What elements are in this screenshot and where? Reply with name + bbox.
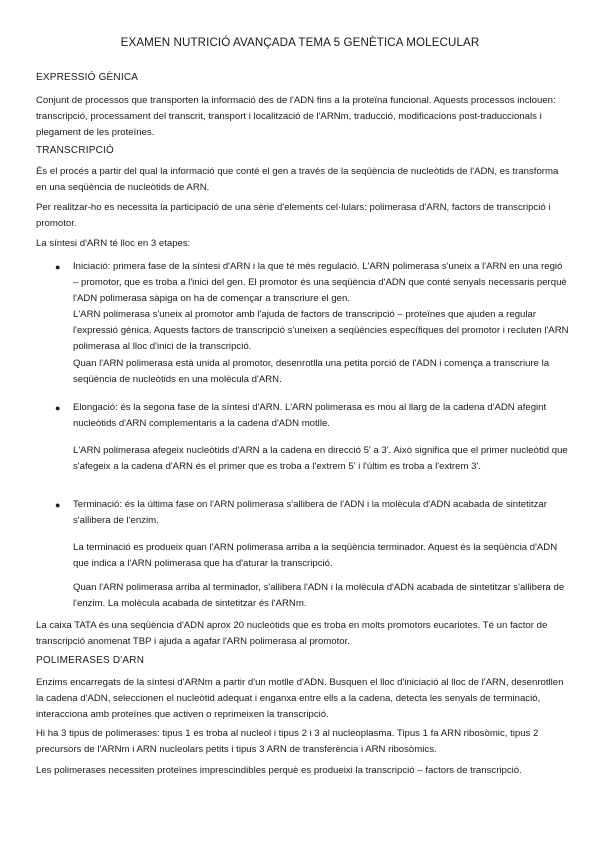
bullet-terminacio: ● xyxy=(55,500,61,510)
list-item-iniciacio-detail-2: Quan l'ARN polimerasa està unida al promotor, desenrotlla una petita porció de l'ADN i comença a transcriure la seqüència de nucleòtids en una molècula d'ARN. xyxy=(73,358,550,385)
paragraph-expressio-definition: Conjunt de processos que transporten la informació des de l'ADN fins a la proteïna funcional. Aquests processos inclouen: transcripció, processament del transcrit, transport i localització de l'ARNm, traducció, modificacions post-traduccionals i plegament de les proteïnes. xyxy=(36,95,556,138)
list-item-elongacio-detail: L'ARN polimerasa afegeix nucleòtids d'ARN a la cadena en direcció 5' a 3'. Això significa que el primer nucleòtid que s'afegeix a la cadena d'ARN és el primer que es troba a l'extrem 5' i l'últim es troba a l'extrem 3'. xyxy=(73,445,568,472)
list-item-iniciacio: Iniciació: primera fase de la síntesi d'ARN i la que té més regulació. L'ARN polimerasa s'uneix a l'ARN en una regió – promotor, que es troba a l'inici del gen. El promotor és una seqüència d'ADN que conté senyals necessaris perquè l'ADN polimerasa sàpiga on ha de començar a transcriure el gen. xyxy=(73,261,567,304)
section-heading-transcripcio: TRANSCRIPCIÓ xyxy=(36,145,114,156)
list-item-terminacio-detail: La terminació es produeix quan l'ARN polimerasa arriba a la seqüència terminador. Aquest és la seqüència d'ADN que indica a l'ARN polimerasa que ha d'aturar la transcripció. xyxy=(73,542,558,569)
paragraph-polimerases-definition: Enzims encarregats de la síntesi d'ARNm a partir d'un motlle d'ADN. Busquen el lloc d'iniciació al lloc de l'ARN, desenrotllen la cadena d'ADN, seleccionen el nucleòtid adequat i enganxa entre ells a la cadena, detecta les senyals de terminació, interacciona amb proteïnes que activen o reprimeixen la transcripció. xyxy=(36,677,564,720)
bullet-iniciacio: ● xyxy=(55,262,61,272)
list-item-elongacio: Elongació: és la segona fase de la síntesi d'ARN. L'ARN polimerasa es mou al llarg de la cadena d'ADN afegint nucleòtids d'ARN complementaris a la cadena d'ADN motlle. xyxy=(73,402,547,429)
paragraph-transcripcio-definition: És el procés a partir del qual la informació que conté el gen a través de la seqüència de nucleòtids de l'ADN, es transforma en una seqüència de nucleòtids de ARN. xyxy=(36,166,559,193)
paragraph-caixa-tata: La caixa TATA és una seqüència d'ADN aprox 20 nucleòtids que es troba en molts promotors eucariotes. Té un factor de transcripció anomenat TBP i ajuda a agafar l'ARN polimerasa al promotor. xyxy=(36,620,548,647)
list-item-terminacio: Terminació: és la última fase on l'ARN polimerasa s'allibera de l'ADN i la molècula d'ADN acabada de sintetitzar s'allibera de l'enzim. xyxy=(73,499,547,526)
list-item-iniciacio-detail: L'ARN polimerasa s'uneix al promotor amb l'ajuda de factors de transcripció – proteïnes que ajuden a regular l'expressió gènica. Aquests factors de transcripció s'uneixen a seqüències específiques del promotor i recluten l'ARN polimerasa al lloc d'inici de la transcripció. xyxy=(73,309,569,352)
section-heading-polimerases: POLIMERASES D'ARN xyxy=(36,655,145,666)
bullet-elongacio: ● xyxy=(55,403,61,413)
section-heading-expressio: EXPRESSIÓ GÈNICA xyxy=(36,72,139,83)
paragraph-transcripcio-stages: La síntesi d'ARN té lloc en 3 etapes: xyxy=(36,238,191,249)
paragraph-transcripcio-elements: Per realitzar-ho es necessita la participació de una sèrie d'elements cel·lulars: polimerasa d'ARN, factors de transcripció i promotor. xyxy=(36,202,551,229)
list-item-terminacio-detail-2: Quan l'ARN polimerasa arriba al terminador, s'allibera l'ADN i la molècula d'ADN acabada de sintetitzar s'allibera de l'enzim. La molècula acabada de sintetitzar és l'ARNm. xyxy=(73,582,565,609)
paragraph-polimerases-factors: Les polimerases necessiten proteïnes imprescindibles perquè es produeixi la transcripció – factors de transcripció. xyxy=(36,765,522,776)
document-title: EXAMEN NUTRICIÓ AVANÇADA TEMA 5 GENÈTICA MOLECULAR xyxy=(120,36,480,49)
paragraph-polimerases-types: Hi ha 3 tipus de polimerases: tipus 1 es troba al nucleol i tipus 2 i 3 al nucleoplasma. Tipus 1 fa ARN ribosòmic, tipus 2 precursors de l'ARNm i ARN nucleolars petits i tipus 3 ARN de transferència i ARN ribosòmics. xyxy=(36,728,539,755)
